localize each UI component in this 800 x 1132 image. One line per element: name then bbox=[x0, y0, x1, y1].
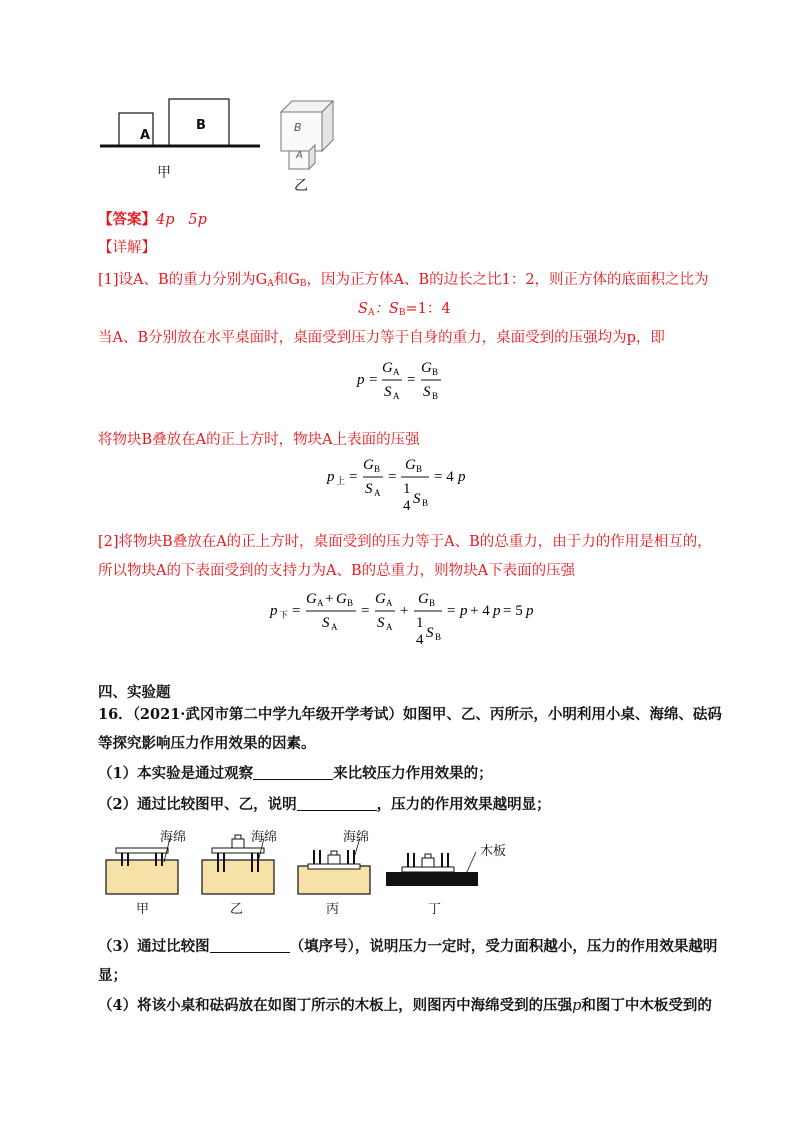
svg-text:G: G bbox=[405, 457, 416, 473]
svg-text:S: S bbox=[322, 615, 330, 631]
section-title: 四、实验题 bbox=[98, 684, 171, 701]
question-line-2: 等探究影响压力作用效果的因素。 bbox=[98, 735, 316, 752]
detail-para-4: [2]将物块B叠放在A的正上方时，桌面受到的压力等于A、B的总重力，由于力的作用是相互的， bbox=[98, 534, 712, 550]
equation-2 bbox=[325, 455, 485, 515]
svg-text:B: B bbox=[422, 498, 429, 508]
detail-para-3: 将物块B叠放在A的正上方时，物块A上表面的压强 bbox=[98, 432, 420, 448]
svg-text:B: B bbox=[347, 598, 354, 608]
svg-text:=: = bbox=[361, 603, 370, 619]
svg-text:4: 4 bbox=[416, 632, 424, 648]
svg-text:S: S bbox=[413, 491, 421, 507]
svg-text:A: A bbox=[393, 391, 400, 401]
svg-text:G: G bbox=[418, 591, 429, 607]
fig-label-bing: 丙 bbox=[326, 902, 340, 917]
detail-tag: 【详解】 bbox=[98, 240, 156, 256]
svg-text:G: G bbox=[382, 360, 393, 376]
detail-ratio: $S_A$：$S_B=1$：4 bbox=[358, 301, 451, 318]
sponge-label-2: 海绵 bbox=[251, 830, 278, 845]
cube-a-label: A bbox=[296, 150, 303, 161]
svg-text:=: = bbox=[349, 469, 358, 485]
svg-text:p: p bbox=[493, 603, 501, 619]
svg-text:=: = bbox=[292, 603, 301, 619]
svg-text:G: G bbox=[421, 360, 432, 376]
equation-3 bbox=[268, 587, 548, 649]
svg-text:=: = bbox=[369, 372, 378, 388]
answer-value-2: 5p bbox=[188, 212, 207, 228]
svg-text:S: S bbox=[426, 625, 434, 641]
sponge-label-3: 海绵 bbox=[343, 830, 370, 845]
svg-text:+: + bbox=[400, 603, 409, 619]
svg-text:A: A bbox=[317, 598, 324, 608]
svg-text:G: G bbox=[363, 457, 374, 473]
svg-text:G: G bbox=[375, 591, 386, 607]
answer-tag: 【答案】 bbox=[98, 211, 156, 228]
svg-text:上: 上 bbox=[336, 476, 346, 486]
svg-text:=: = bbox=[388, 469, 397, 485]
svg-text:S: S bbox=[384, 384, 392, 400]
equation-1 bbox=[355, 353, 455, 403]
svg-text:G: G bbox=[306, 591, 317, 607]
question-number: 16． bbox=[98, 706, 133, 723]
fig-label-yi: 乙 bbox=[230, 902, 244, 917]
question-line-1: 16．（2021·武冈市第二中学九年级开学考试）如图甲、乙、丙所示，小明利用小桌、海绵、砝码 bbox=[98, 706, 722, 723]
answer-blank-2[interactable] bbox=[297, 796, 377, 811]
svg-text:A: A bbox=[393, 367, 400, 377]
svg-text:B: B bbox=[416, 464, 423, 474]
svg-text:B: B bbox=[429, 598, 436, 608]
svg-text:S: S bbox=[365, 481, 373, 497]
svg-text:+: + bbox=[325, 591, 334, 607]
svg-text:B: B bbox=[435, 632, 442, 642]
svg-text:A: A bbox=[386, 598, 393, 608]
svg-text:1: 1 bbox=[403, 481, 411, 497]
detail-para-2: 当A、B分别放在水平桌面时，桌面受到压力等于自身的重力，桌面受到的压强均为p，即 bbox=[98, 330, 665, 346]
svg-text:=: = bbox=[447, 603, 456, 619]
sub-question-4: （4）将该小桌和砝码放在如图丁所示的木板上，则图丙中海绵受到的压强p和图丁中木板受到的 bbox=[98, 997, 712, 1014]
svg-text:p: p bbox=[270, 603, 278, 619]
svg-text:A: A bbox=[386, 622, 393, 632]
sponge-label-1: 海绵 bbox=[160, 830, 187, 845]
svg-text:p: p bbox=[458, 469, 466, 485]
cube-b-label: B bbox=[294, 121, 302, 134]
svg-text:= 4: = 4 bbox=[434, 469, 454, 485]
svg-text:B: B bbox=[432, 391, 439, 401]
answer-line bbox=[98, 210, 207, 230]
sub-question-1: （1）本实验是通过观察 来比较压力作用效果的； bbox=[98, 765, 493, 782]
svg-text:B: B bbox=[374, 464, 381, 474]
svg-text:= 5: = 5 bbox=[503, 603, 523, 619]
detail-para-5: 所以物块A的下表面受到的支持力为A、B的总重力，则物块A下表面的压强 bbox=[98, 563, 576, 579]
figure-jia-label: 甲 bbox=[157, 165, 171, 181]
svg-text:下: 下 bbox=[279, 610, 289, 620]
figure-yi-label: 乙 bbox=[294, 178, 308, 194]
sub-question-3-cont: 显； bbox=[98, 967, 127, 984]
svg-text:S: S bbox=[377, 615, 385, 631]
board-label: 木板 bbox=[480, 844, 507, 859]
sub-question-3: （3）通过比较图 （填序号），说明压力一定时，受力面积越小，压力的作用效果越明 bbox=[98, 938, 718, 955]
svg-text:1: 1 bbox=[416, 615, 424, 631]
svg-text:A: A bbox=[331, 622, 338, 632]
sub-question-2: （2）通过比较图甲、乙，说明 ，压力的作用效果越明显； bbox=[98, 796, 551, 813]
svg-text:4: 4 bbox=[403, 498, 411, 514]
answer-value-1: 4p bbox=[156, 212, 175, 228]
fig-label-jia: 甲 bbox=[136, 902, 150, 917]
svg-text:G: G bbox=[336, 591, 347, 607]
svg-text:p: p bbox=[357, 372, 365, 388]
svg-text:B: B bbox=[432, 367, 439, 377]
svg-text:S: S bbox=[423, 384, 431, 400]
svg-text:p: p bbox=[526, 603, 534, 619]
block-a-label: A bbox=[140, 128, 151, 143]
detail-para-1: [1]设A、B的重力分别为$G_A$和$G_B$，因为正方体A、B的边长之比1：2，则正方体的底面积之比为 bbox=[98, 272, 709, 289]
block-b-label: B bbox=[196, 118, 206, 133]
svg-text:=: = bbox=[407, 372, 416, 388]
answer-blank-3[interactable] bbox=[210, 938, 290, 953]
svg-text:A: A bbox=[374, 488, 381, 498]
svg-text:p: p bbox=[460, 603, 468, 619]
svg-text:p: p bbox=[327, 469, 335, 485]
fig-label-ding: 丁 bbox=[428, 902, 442, 917]
answer-blank-1[interactable] bbox=[253, 765, 333, 780]
svg-text:+ 4: + 4 bbox=[470, 603, 490, 619]
